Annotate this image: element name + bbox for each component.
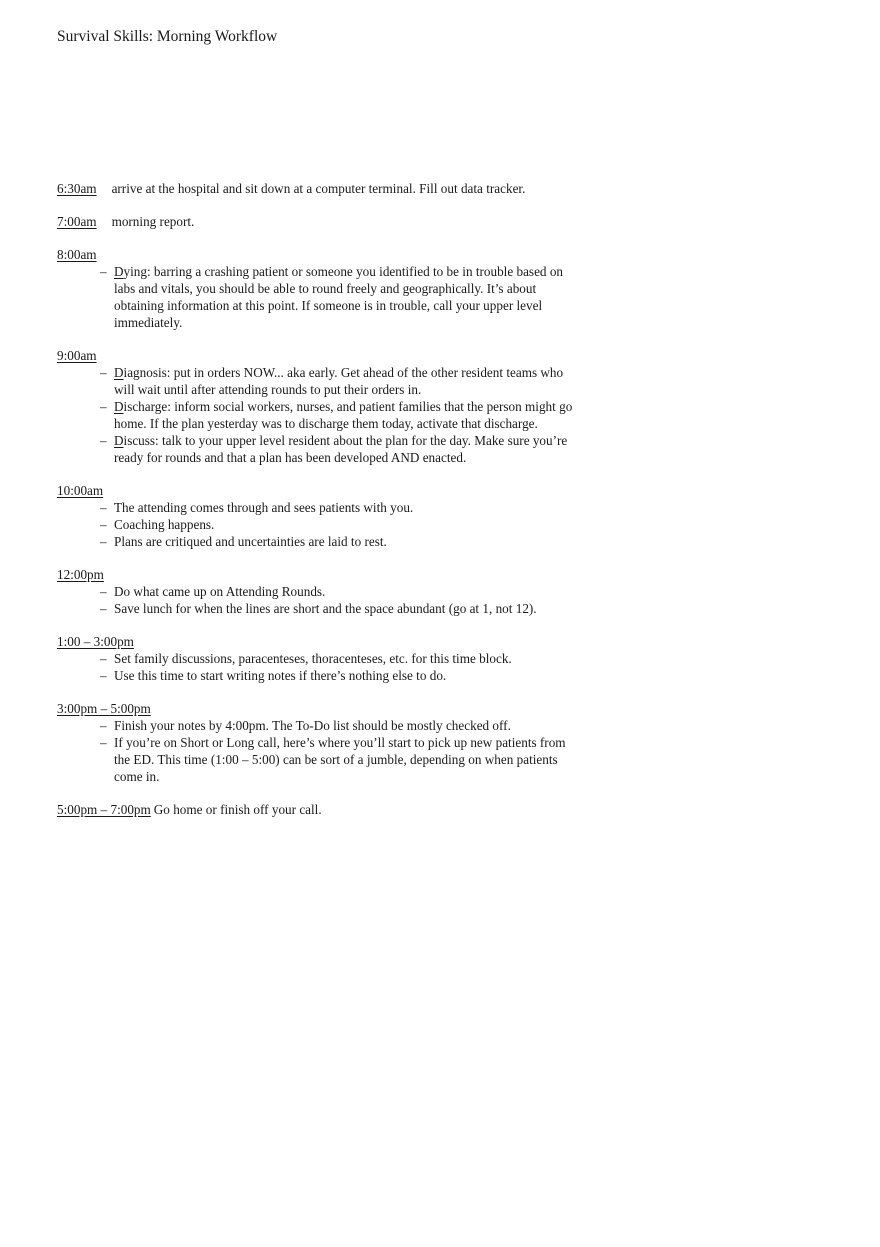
item-initial: D	[114, 264, 124, 279]
list-item-dying	[57, 263, 577, 331]
list-item-discharge	[57, 398, 577, 432]
dash-bullet: –	[100, 601, 107, 616]
block-text: Go home or finish off your call.	[153, 802, 322, 817]
list-item	[57, 717, 577, 734]
item-initial: D	[114, 365, 124, 380]
item-list	[57, 583, 577, 617]
item-text: Set family discussions, paracenteses, thoracenteses, etc. for this time block.	[114, 651, 512, 666]
dash-bullet: –	[100, 517, 107, 532]
item-text: ying: barring a crashing patient or someone you identified to be in trouble based on labs and vitals, you should be able to round freely and geographically. It’s about obtaining information at this point. If someone is in trouble, call your upper level immediately.	[114, 264, 564, 330]
list-item	[57, 650, 577, 667]
block-text: morning report.	[111, 214, 195, 229]
schedule-block-0800	[57, 246, 577, 331]
schedule-block-1700	[57, 801, 577, 818]
list-item-diagnosis	[57, 364, 577, 398]
item-text: iscuss: talk to your upper level resident about the plan for the day. Make sure you’re ready for rounds and that a plan has been developed AND enacted.	[114, 433, 568, 465]
time-label: 1:00 – 3:00pm	[57, 634, 134, 649]
schedule-block-0700	[57, 213, 577, 230]
list-item	[57, 667, 577, 684]
schedule-block-1300	[57, 633, 577, 684]
dash-bullet: –	[100, 365, 107, 380]
item-text: Use this time to start writing notes if there’s nothing else to do.	[114, 668, 447, 683]
time-label: 3:00pm – 5:00pm	[57, 701, 151, 716]
time-label: 5:00pm – 7:00pm	[57, 802, 151, 817]
time-label: 8:00am	[57, 247, 97, 262]
item-text: If you’re on Short or Long call, here’s where you’ll start to pick up new patients from the ED. This time (1:00 – 5:00) can be sort of a jumble, depending on when patients come in.	[114, 735, 566, 784]
schedule-block-1000	[57, 482, 577, 550]
item-list	[57, 499, 577, 550]
dash-bullet: –	[100, 534, 107, 549]
list-item	[57, 734, 577, 785]
dash-bullet: –	[100, 433, 107, 448]
item-initial: D	[114, 433, 124, 448]
list-item-discuss	[57, 432, 577, 466]
item-text: Plans are critiqued and uncertainties are laid to rest.	[114, 534, 387, 549]
list-item	[57, 600, 577, 617]
time-label: 12:00pm	[57, 567, 104, 582]
item-list	[57, 263, 577, 331]
time-label: 10:00am	[57, 483, 104, 498]
schedule-block-0630	[57, 180, 577, 197]
item-list	[57, 364, 577, 466]
item-initial: D	[114, 399, 124, 414]
schedule	[57, 180, 577, 834]
dash-bullet: –	[100, 735, 107, 750]
dash-bullet: –	[100, 500, 107, 515]
dash-bullet: –	[100, 399, 107, 414]
item-list	[57, 650, 577, 684]
list-item	[57, 499, 577, 516]
time-label: 6:30am	[57, 181, 97, 196]
item-text: iagnosis: put in orders NOW... aka early. Get ahead of the other resident teams who will wait until after attending rounds to put their orders in.	[114, 365, 564, 397]
item-text: Coaching happens.	[114, 517, 215, 532]
time-label: 9:00am	[57, 348, 97, 363]
list-item	[57, 533, 577, 550]
schedule-block-1200	[57, 566, 577, 617]
list-item	[57, 583, 577, 600]
item-text: ischarge: inform social workers, nurses, and patient families that the person might go home. If the plan yesterday was to discharge them today, activate that discharge.	[114, 399, 573, 431]
dash-bullet: –	[100, 651, 107, 666]
schedule-block-0900	[57, 347, 577, 466]
list-item	[57, 516, 577, 533]
item-text: The attending comes through and sees patients with you.	[114, 500, 414, 515]
item-list	[57, 717, 577, 785]
schedule-block-1500	[57, 700, 577, 785]
dash-bullet: –	[100, 668, 107, 683]
dash-bullet: –	[100, 584, 107, 599]
time-label: 7:00am	[57, 214, 97, 229]
block-text: arrive at the hospital and sit down at a computer terminal. Fill out data tracker.	[111, 181, 526, 196]
dash-bullet: –	[100, 264, 107, 279]
item-text: Finish your notes by 4:00pm. The To-Do list should be mostly checked off.	[114, 718, 511, 733]
document-title: Survival Skills: Morning Workflow	[57, 28, 278, 45]
dash-bullet: –	[100, 718, 107, 733]
item-text: Do what came up on Attending Rounds.	[114, 584, 326, 599]
item-text: Save lunch for when the lines are short and the space abundant (go at 1, not 12).	[114, 601, 537, 616]
